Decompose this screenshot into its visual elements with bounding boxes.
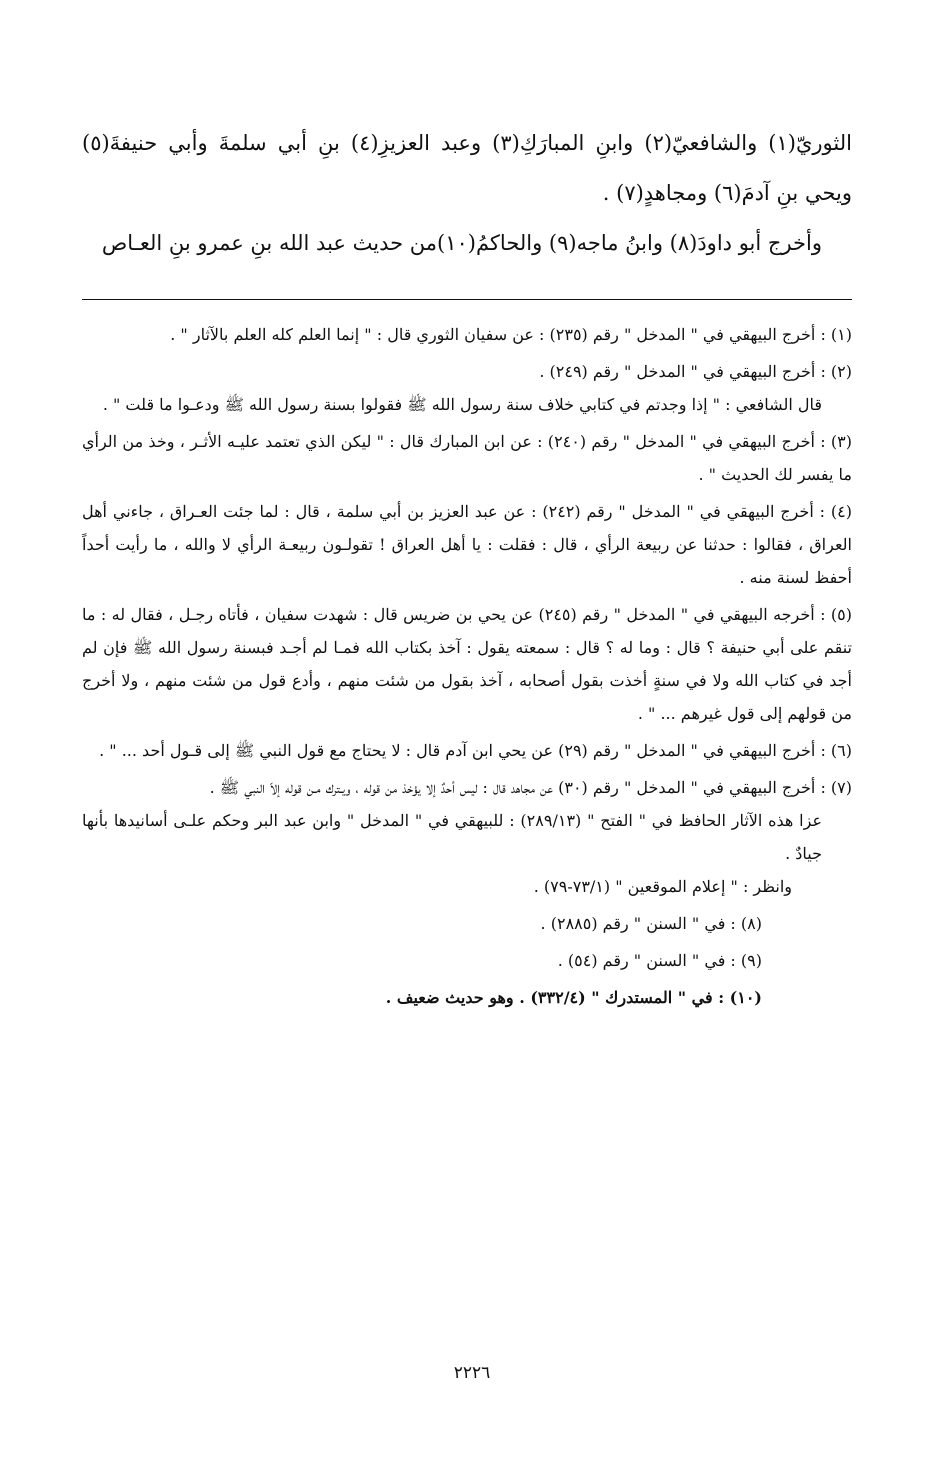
footnote-7-attribution: عزا هذه الآثار الحافظ في " الفتح " (٢٨٩/١٣) : للبيهقي في " المدخل " وابن عبد البر وحكم علـى أسانيدها بأنها جيادٌ . — [82, 811, 822, 863]
footnote-4 — [82, 495, 852, 594]
footnote-10-text: (١٠) : في " المستدرك " (٣٣٢/٤) . وهو حديث ضعيف . — [385, 988, 762, 1007]
footnote-4-text: (٤) : أخرج البيهقي في " المدخل " رقم (٢٤٢) : عن عبد العزيز بن أبي سلمة ، قال : لما جئت العـراق ، جاءني أهل العراق ، فقالوا : حدثنا عن ربيعة الرأي ، قال : فقلت : يا أهل العراق ! تقولـون ربيعـة الرأي لا والله ، ما رأيت أحداً أحفظ لسنة منه . — [82, 502, 853, 587]
footnote-8 — [82, 907, 852, 940]
footnote-10 — [82, 981, 852, 1014]
footnote-6 — [82, 734, 852, 767]
footnote-7 — [82, 771, 852, 903]
footnote-6-text: (٦) : أخرج البيهقي في " المدخل " رقم (٢٩) عن يحي ابن آدم قال : لا يحتاج مع قول النبي ﷺ إلى قـول أحد ... " . — [99, 741, 852, 760]
main-text-paragraph-2: وأخرج أبو داودَ(٨) وابنُ ماجه(٩) والحاكمُ(١٠)من حديث عبد الله بنِ عمرو بنِ العـاص — [101, 231, 822, 255]
footnote-separator — [82, 299, 852, 300]
footnote-8-text: (٨) : في " السنن " رقم (٢٨٨٥) . — [540, 914, 762, 933]
footnote-2-quote: قال الشافعي : " إذا وجدتم في كتابي خلاف سنة رسول الله ﷺ فقولوا بسنة رسول الله ﷺ ودعـوا ما قلت " . — [102, 395, 822, 414]
footnote-9 — [82, 944, 852, 977]
footnote-1-text: (١) : أخرج البيهقي في " المدخل " رقم (٢٣٥) : عن سفيان الثوري قال : " إنما العلم كله العلم بالآثار " . — [170, 325, 852, 344]
footnote-1 — [82, 318, 852, 351]
footnote-5 — [82, 598, 852, 730]
footnote-2-text: (٢) : أخرج البيهقي في " المدخل " رقم (٢٤٩) . — [539, 362, 852, 381]
footnote-9-text: (٩) : في " السنن " رقم (٥٤) . — [557, 951, 762, 970]
footnote-7-see-also: وانظر : " إعلام الموقعين " (٧٣/١-٧٩) . — [533, 877, 792, 896]
footnote-2 — [82, 355, 852, 421]
main-text-paragraph-1: الثوريّ(١) والشافعيّ(٢) وابنِ المبارَكِ(٣) وعبد العزيزِ(٤) بنِ أبي سلمةَ وأبي حنيفةَ(٥) ويحي بنِ آدمَ(٦) ومجاهدٍ(٧) . — [82, 131, 852, 205]
footnote-3 — [82, 425, 852, 491]
footnote-5-text: (٥) : أخرجه البيهقي في " المدخل " رقم (٢٤٥) عن يحي بن ضريس قال : شهدت سفيان ، فأتاه رجـل ، فقال له : ما تنقم على أبي حنيفة ؟ قال : وما له ؟ قال : سمعته يقول : آخذ بكتاب الله فمـا لم أجـد فبسنة رسول الله ﷺ فإن لم أجد في كتاب الله ولا في سنةٍ أخذت بقول أصحابه ، آخذ بقول من شئت منهم ، وأدع قول من شئت منهم ، ولا أخرج من قولهم إلى قول غيرهم ... " . — [82, 605, 853, 723]
main-text — [82, 118, 852, 268]
footnote-7-text: (٧) : أخرج البيهقي في " المدخل " رقم (٣٠) عن مجاهد قال : ليس أحدٌ إلا يؤخذ من قوله ، ويـترك مـن قوله إلاّ النبي ﷺ . — [209, 778, 852, 797]
footnote-3-text: (٣) : أخرج البيهقي في " المدخل " رقم (٢٤٠) : عن ابن المبارك قال : " ليكن الذي تعتمد عليـه الأثـر ، وخذ من الرأي ما يفسر لك الحديث " . — [82, 432, 853, 484]
page-number: ٢٢٢٦ — [453, 1363, 491, 1383]
footnotes — [82, 318, 852, 1018]
